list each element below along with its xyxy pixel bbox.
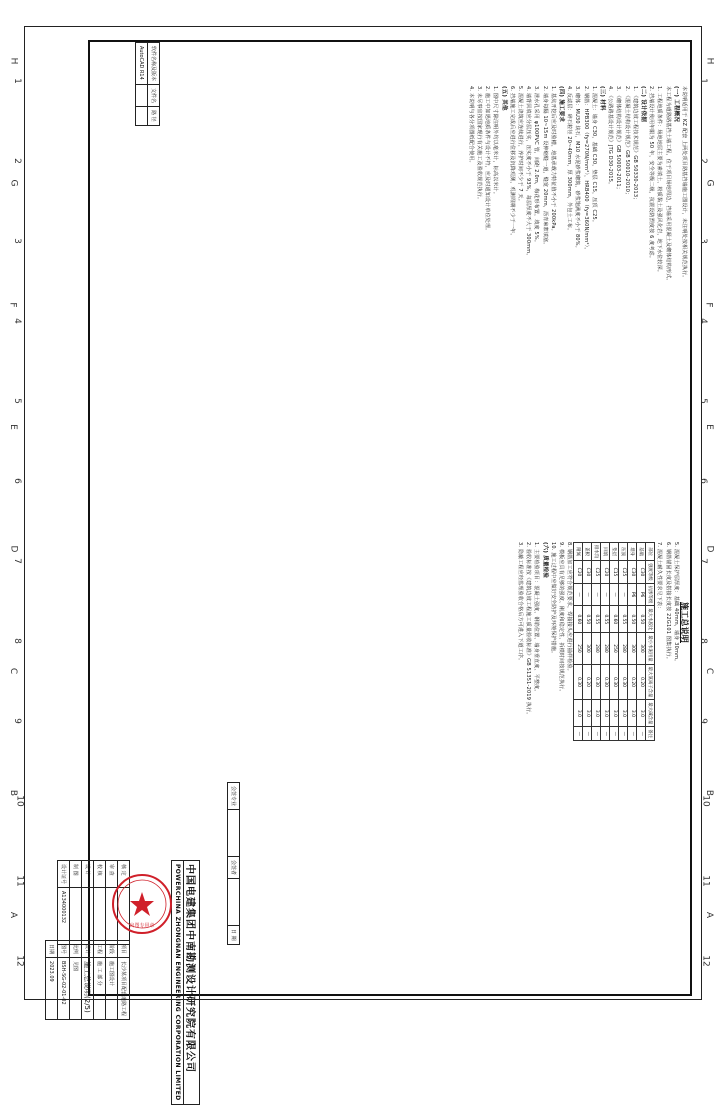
table-cell: 排水沟 [592, 543, 601, 561]
table-header-cell: 最大氯离子含量 [646, 664, 655, 700]
zone-number-10-top: 10 [700, 795, 711, 807]
table-cell: 3.0 [610, 700, 619, 727]
zone-number-4-bottom: 4 [11, 318, 22, 324]
note-line: 6. 钢筋锚固长度及搭接长度按 22G101 图集执行。 [664, 542, 671, 662]
table-row [583, 543, 592, 741]
stamp-text: 出图专用章 [129, 923, 155, 929]
zone-number-1-top: 1 [697, 78, 708, 84]
note-line: 8. 钢筋加工应符合规范要求，焊接接头应进行抽样检验。 [566, 542, 573, 674]
zone-letter-E-left: E [7, 424, 18, 430]
table-cell: 280 [619, 633, 628, 664]
table-cell: 300 [628, 633, 637, 664]
table-cell: 附属 [574, 543, 583, 561]
table-cell: — [610, 727, 619, 741]
table-row [592, 543, 601, 741]
table-cell: — [619, 583, 628, 606]
note-line: 2. 钢筋：HPB300（fy=270N/mm²），HRB400（fy=360N/mm²）。 [582, 86, 589, 253]
note-line: 4. 反滤层：碎石粒径 20~40mm，厚 300mm，外包土工布。 [566, 86, 573, 234]
title-row-label: 制 图 [70, 861, 82, 888]
stage-value: 施工图设计 [106, 958, 118, 1020]
table-cell: — [619, 727, 628, 741]
zone-letter-A-left: A [8, 911, 19, 919]
table-cell: 280 [601, 633, 610, 664]
zone-letter-F-left: F [7, 302, 18, 308]
zone-number-5-bottom: 5 [11, 398, 22, 404]
table-cell: 压顶 [619, 543, 628, 561]
table-cell: 0.60 [574, 606, 583, 633]
zone-number-11-bottom: 11 [14, 875, 25, 887]
label-date: 日期 [46, 941, 58, 958]
zone-letter-H-right: H [704, 57, 715, 65]
zone-letter-C-right: C [704, 667, 715, 675]
label-stage: 阶段 [106, 941, 118, 958]
table-cell: 0.50 [583, 606, 592, 633]
note-line: 3. 泄水孔采用 φ100PVC 管，间距 2.0m，梅花形布置，坡度 5%。 [533, 86, 540, 246]
table-header-cell: 强度等级 [646, 561, 655, 584]
zone-letter-B-right: B [704, 789, 715, 797]
table-cell: — [583, 727, 592, 741]
table-header-cell: 部位 [646, 543, 655, 561]
title-row-label: 审 查 [106, 861, 118, 888]
zone-number-12-bottom: 12 [14, 955, 25, 967]
title-row-value: A134000132 [58, 888, 70, 945]
table-cell: 基础 [637, 543, 646, 561]
table-cell: 250 [610, 633, 619, 664]
note-line: (二) 设计依据 [639, 86, 646, 123]
drawing-no: BSH-SG-02-01-02 [58, 958, 70, 1020]
table-cell: C20 [574, 561, 583, 584]
note-line: 1. 工程地质条件：场地地层主要为素填土、粉质黏土及强风化岩，地下水位较深。 [656, 86, 663, 275]
label-drawing-title: 设计 [82, 941, 94, 958]
table-cell: 0.30 [610, 664, 619, 700]
notes-right [188, 542, 688, 992]
zone-letter-D-left: D [8, 545, 19, 553]
zone-number-2-top: 2 [697, 158, 708, 164]
note-line: 5. 混凝土浇筑应连续进行，养护时间不少于 7 天。 [516, 86, 523, 204]
table-cell: 0.55 [619, 606, 628, 633]
drawing-title: 施工总说明(2/5) [82, 958, 94, 1020]
table-row [610, 543, 619, 741]
note-line: (四) 施工要求 [557, 86, 564, 123]
table-cell: — [610, 583, 619, 606]
zone-number-3-top: 3 [697, 238, 708, 244]
zone-number-3-bottom: 3 [11, 238, 22, 244]
label-scale: 比例 [70, 941, 82, 958]
zone-number-7-top: 7 [697, 558, 708, 564]
table-cell: C25 [619, 561, 628, 584]
label-path: 路 径 [148, 107, 160, 126]
label-drawing-no: 图号 [58, 941, 70, 958]
zone-number-8-top: 8 [697, 638, 708, 644]
note-line: 1. 图中尺寸除注明外均以毫米计，标高以米计。 [492, 86, 499, 197]
table-cell: 3.0 [574, 700, 583, 727]
countersign-strip [226, 782, 240, 982]
note-line: 3. 未尽事宜按国家现行有关施工及验收规范执行。 [475, 86, 482, 203]
zone-number-6-top: 6 [697, 478, 708, 484]
table-cell: 垫层 [610, 543, 619, 561]
table-cell: 0.50 [637, 606, 646, 633]
table-cell: P6 [628, 583, 637, 606]
zone-number-12-top: 12 [700, 955, 711, 967]
zone-number-10-bottom: 10 [14, 795, 25, 807]
zone-letter-G-left: G [8, 179, 19, 187]
table-cell: 0.55 [601, 606, 610, 633]
title-row-value [82, 888, 94, 945]
table-cell: C30 [583, 561, 592, 584]
note-line: 5. 混凝土保护层厚度：基础 40mm，墙身 30mm。 [672, 542, 679, 665]
zone-letter-F-right: F [703, 302, 714, 308]
label-file: 文件名 [148, 85, 160, 107]
note-line: 3. 砌体：MU30 块石，M10 水泥砂浆砌筑，砂浆饱满度不小于 80%。 [574, 86, 581, 251]
table-cell: — [574, 583, 583, 606]
table-row [628, 543, 637, 741]
table-cell: P6 [637, 583, 646, 606]
zone-number-1-bottom: 1 [11, 78, 22, 84]
table-cell: C20 [601, 561, 610, 584]
zone-letter-D-right: D [704, 545, 715, 553]
table-cell: 0.50 [628, 606, 637, 633]
table-cell: 0.20 [583, 664, 592, 700]
countersign-date: 日 期 [228, 926, 240, 945]
zone-number-4-top: 4 [697, 318, 708, 324]
table-row [619, 543, 628, 741]
table-cell: 300 [637, 633, 646, 664]
software-version: AutoCAD R14 [136, 43, 148, 85]
zone-number-2-bottom: 2 [11, 158, 22, 164]
zone-number-9-bottom: 9 [11, 718, 22, 724]
table-cell: — [628, 727, 637, 741]
table-cell: 0.20 [628, 664, 637, 700]
project-name: 长沙某项目配套道路工程 [118, 958, 130, 1020]
table-cell: — [601, 727, 610, 741]
company-en: POWERCHINA ZHONGNAN ENGINEERING CORPORATION LIMITED [172, 861, 184, 1105]
note-line: 3. 《砌体结构设计规范》GB 50003-2011； [615, 86, 622, 193]
part-value: 施 工 部 分 [94, 958, 106, 1020]
table-header-cell: 抗渗等级 [646, 583, 655, 606]
table-cell: 3.0 [619, 700, 628, 727]
title-row-label: 核 定 [118, 861, 130, 888]
note-line: (一) 工程概况 [672, 86, 679, 123]
file-info-block [90, 42, 160, 162]
note-line: 2. 挡墙设计使用年限为 50 年，安全等级二级，抗震设防烈度按 6 度考虑。 [648, 86, 655, 262]
label-software: 软件名称及版本 [148, 43, 160, 85]
table-header-cell: 备注 [646, 727, 655, 741]
table-cell: 0.30 [574, 664, 583, 700]
table-cell: 3.0 [583, 700, 592, 727]
table-header-cell: 最大碱含量 [646, 700, 655, 727]
table-row [574, 543, 583, 741]
note-line: 4. 墙背回填应分层压实，压实度不小于 93%，每层厚度不大于 300mm。 [525, 86, 532, 259]
zone-number-7-bottom: 7 [11, 558, 22, 564]
title-info-rows [48, 940, 130, 1060]
note-line: 4. 本说明与各分项图纸配合使用。 [467, 86, 474, 166]
note-line: 1. 基坑开挖后应及时验槽，地基承载力特征值不小于 200kPa。 [549, 86, 556, 234]
note-line: 本工程为道路路基挡土墙工程，位于项目场地周边，挡墙采用混凝土及砌体结构形式。 [664, 86, 671, 284]
title-row-label: 设 计 [82, 861, 94, 888]
zone-number-8-bottom: 8 [11, 638, 22, 644]
table-cell: 0.30 [592, 664, 601, 700]
zone-letter-A-right: A [704, 911, 715, 919]
title-row-value [70, 888, 82, 945]
title-row-label: 校 核 [94, 861, 106, 888]
date-value: 2023.09 [46, 958, 58, 1020]
table-cell: — [583, 583, 592, 606]
table-row [601, 543, 610, 741]
title-row-value [94, 888, 106, 945]
table-cell: 0.30 [601, 664, 610, 700]
table-cell: 280 [592, 633, 601, 664]
table-cell: 250 [574, 633, 583, 664]
zone-number-11-top: 11 [700, 875, 711, 887]
note-line: 本说明适用于 KZ 配套 上两处项目路基挡墙施工图设计，未注明处按相关规范执行。 [681, 86, 687, 281]
table-row [637, 543, 646, 741]
note-line: 1. 《建筑边坡工程技术规范》GB 50330-2013； [631, 86, 638, 203]
table-cell: — [601, 583, 610, 606]
table-header-cell: 最小水泥用量 [646, 633, 655, 664]
durability-table [573, 542, 655, 741]
table-cell: C30 [628, 561, 637, 584]
note-line: 1. 混凝土：墙身 C30，基础 C30，垫层 C15，压顶 C25。 [590, 86, 597, 226]
label-part: 工程 [94, 941, 106, 958]
table-cell: — [637, 727, 646, 741]
table-cell: 盖板 [583, 543, 592, 561]
note-line: 2. 《混凝土结构设计规范》GB 50010-2010； [623, 86, 630, 198]
note-line: 7. 混凝土耐久性要求见下表： [656, 542, 663, 612]
note-line: 2. 施工中如遇地质条件与设计不符，应及时通知设计单位处理。 [484, 86, 491, 234]
table-cell: 0.30 [619, 664, 628, 700]
scale-value: 见图 [70, 958, 82, 1020]
zone-letter-E-right: E [703, 424, 714, 430]
zone-number-6-bottom: 6 [11, 478, 22, 484]
note-line: (三) 材料 [598, 86, 605, 111]
zone-letter-H-left: H [8, 57, 19, 65]
table-cell: 3.0 [601, 700, 610, 727]
table-cell: 0.20 [637, 664, 646, 700]
table-cell: — [574, 727, 583, 741]
table-cell: C15 [610, 561, 619, 584]
zone-number-5-top: 5 [697, 398, 708, 404]
note-line: 2. 墙身每隔 10~15m 设伸缩缝一道，缝宽 20mm，沥青麻絮填塞。 [541, 86, 548, 248]
title-row-label: 设计证号 [58, 861, 70, 888]
company-cn: 中国电建集团中南勘测设计研究院有限公司 [184, 861, 200, 1105]
note-line: 4. 《公路路基设计规范》JTG D30-2015。 [607, 86, 614, 188]
note-line: 6. 挡墙施工完成后应进行位移及沉降观测，观测周期不少于一年。 [508, 86, 515, 239]
table-cell: 0.55 [592, 606, 601, 633]
table-cell: 3.0 [592, 700, 601, 727]
table-cell: C30 [637, 561, 646, 584]
table-cell: 回填 [601, 543, 610, 561]
note-line: 3. 隐蔽工程应经监理验收合格后方可进入下道工序。 [516, 542, 523, 664]
notes-title: 施工总说明 [680, 602, 689, 643]
zone-letter-B-left: B [8, 789, 19, 797]
zone-number-9-top: 9 [697, 718, 708, 724]
countersign-person: 会签者 [228, 857, 240, 879]
seal-stamp-icon [110, 872, 174, 936]
note-line: 2. 验收标准按《建筑边坡工程施工质量验收标准》GB 51351-2019 执行。 [525, 542, 532, 718]
table-cell: 3.0 [628, 700, 637, 727]
label-project: 项目 [118, 941, 130, 958]
table-cell: — [592, 727, 601, 741]
zone-letter-G-right: G [704, 179, 715, 187]
table-cell: 300 [583, 633, 592, 664]
note-line: 10. 施工过程中应做好安全防护及环境保护措施。 [549, 542, 556, 657]
note-line: (六) 质量检验 [541, 542, 548, 579]
table-header-cell: 最大水胶比 [646, 606, 655, 633]
table-cell: 墙身 [628, 543, 637, 561]
notes-left [168, 86, 688, 546]
table-cell: 3.0 [637, 700, 646, 727]
note-line: (五) 其他 [500, 86, 507, 111]
note-line: 9. 模板应具有足够的强度、刚度和稳定性，拆模时间按规范执行。 [557, 542, 564, 695]
countersign-discipline: 会签专业 [228, 783, 240, 810]
zone-letter-C-left: C [8, 667, 19, 675]
table-cell: C25 [592, 561, 601, 584]
table-cell: 0.60 [610, 606, 619, 633]
table-cell: — [592, 583, 601, 606]
inner-border [48, 40, 692, 1101]
note-line: 1. 主要检验项目：混凝土强度、钢筋位置、墙身垂直度、平整度。 [533, 542, 540, 695]
